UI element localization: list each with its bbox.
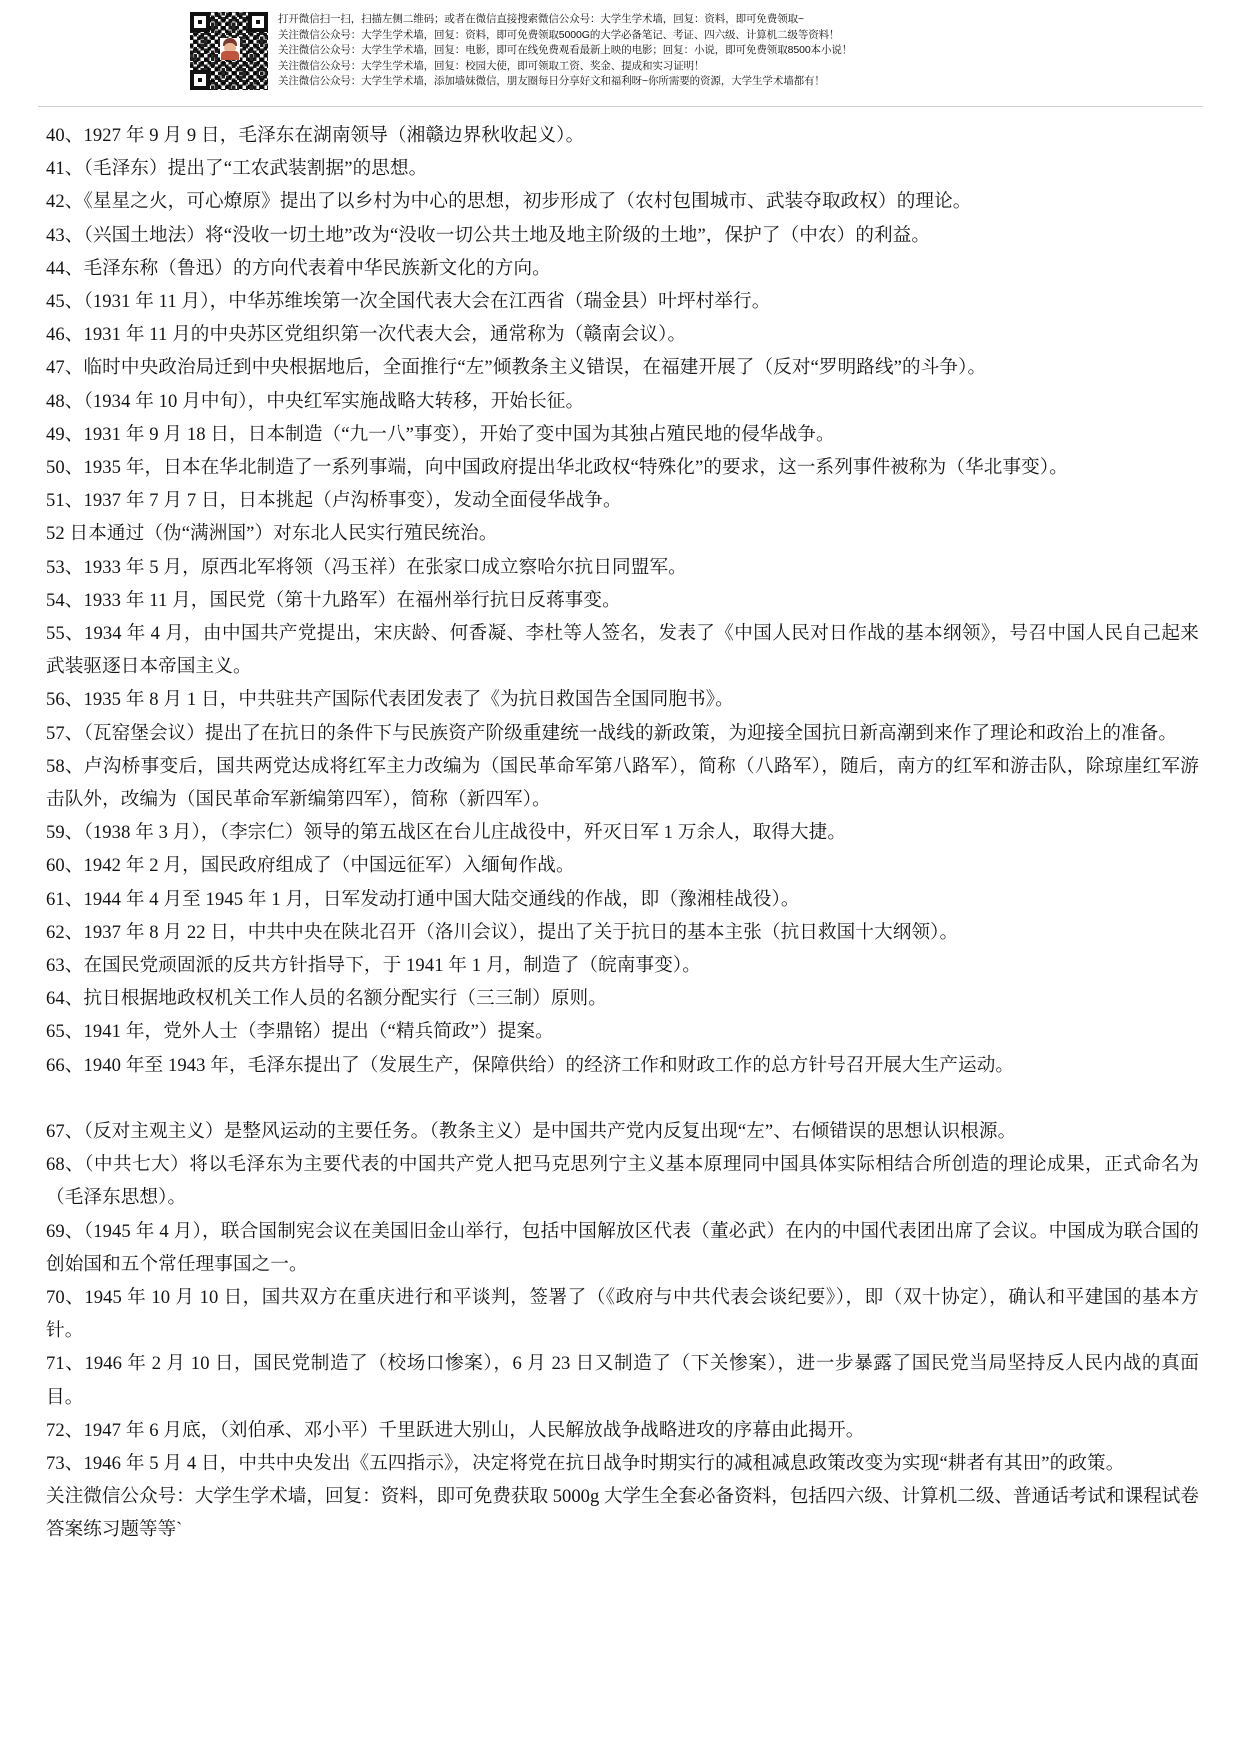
list-item: 61、1944 年 4 月至 1945 年 1 月，日军发动打通中国大陆交通线的作战，即（豫湘桂战役）。 [46, 888, 800, 910]
list-item: 42、《星星之火，可心燎原》提出了以乡村为中心的思想，初步形成了（农村包围城市、武装夺取政权）的理论。 [46, 191, 972, 213]
list-item: 45、（1931 年 11 月），中华苏维埃第一次全国代表大会在江西省（瑞金县）叶坪村举行。 [46, 291, 771, 313]
promo-banner [0, 0, 1241, 100]
list-item: 72、1947 年 6 月底，（刘伯承、邓小平）千里跃进大别山，人民解放战争战略进攻的序幕由此揭开。 [46, 1419, 865, 1441]
list-item: 44、毛泽东称（鲁迅）的方向代表着中华民族新文化的方向。 [46, 257, 551, 279]
list-item: 60、1942 年 2 月，国民政府组成了（中国远征军）入缅甸作战。 [46, 855, 575, 877]
list-item: 64、抗日根据地政权机关工作人员的名额分配实行（三三制）原则。 [46, 988, 607, 1010]
list-item: 73、1946 年 5 月 4 日，中共中央发出《五四指示》，决定将党在抗日战争时期实行的减租减息政策改变为实现“耕者有其田”的政策。 [46, 1452, 1125, 1474]
list-item: 70、1945 年 10 月 10 日，国共双方在重庆进行和平谈判，签署了（《政府与中共代表会谈纪要》），即（双十协定），确认和平建国的基本方针。 [46, 1286, 1199, 1342]
list-item: 59、（1938 年 3 月），（李宗仁）领导的第五战区在台儿庄战役中，歼灭日军 1 万余人，取得大捷。 [46, 822, 847, 844]
list-item: 53、1933 年 5 月，原西北军将领（冯玉祥）在张家口成立察哈尔抗日同盟军。 [46, 556, 687, 578]
list-item: 54、1933 年 11 月，国民党（第十九路军）在福州举行抗日反蒋事变。 [46, 589, 621, 611]
list-item: 41、（毛泽东）提出了“工农武装割据”的思想。 [46, 158, 428, 180]
promo-line: 打开微信扫一扫，扫描左侧二维码；或者在微信直接搜索微信公众号：大学生学术墙，回复：资料，即可免费领取~ [278, 13, 805, 25]
list-item: 50、1935 年，日本在华北制造了一系列事端，向中国政府提出华北政权“特殊化”的要求，这一系列事件被称为（华北事变）。 [46, 457, 1068, 479]
list-item: 49、1931 年 9 月 18 日，日本制造（“九一八”事变），开始了变中国为其独占殖民地的侵华战争。 [46, 423, 835, 445]
list-item: 65、1941 年，党外人士（李鼎铭）提出（“精兵简政”）提案。 [46, 1021, 554, 1043]
paragraph-gap [46, 1082, 1199, 1115]
promo-line: 关注微信公众号：大学生学术墙，回复：电影，即可在线免费观看最新上映的电影；回复：小说，即可免费领取8500本小说！ [278, 44, 853, 56]
question-list [0, 107, 1241, 1547]
list-item: 47、临时中央政治局迁到中央根据地后，全面推行“左”倾教条主义错误，在福建开展了（反对“罗明路线”的斗争）。 [46, 357, 987, 379]
list-item: 51、1937 年 7 月 7 日，日本挑起（卢沟桥事变），发动全面侵华战争。 [46, 490, 622, 512]
list-item: 43、（兴国土地法）将“没收一切土地”改为“没收一切公共土地及地主阶级的土地”，保护了（中农）的利益。 [46, 224, 931, 246]
footer-promo-note: 关注微信公众号：大学生学术墙，回复：资料，即可免费获取 5000g 大学生全套必备资料，包括四六级、计算机二级、普通话考试和课程试卷答案练习题等等` [46, 1486, 1199, 1541]
qr-code-icon [190, 12, 268, 90]
qr-avatar-icon [220, 38, 240, 60]
list-item: 67、（反对主观主义）是整风运动的主要任务。（教条主义）是中国共产党内反复出现“左”、右倾错误的思想认识根源。 [46, 1120, 1017, 1142]
list-item: 66、1940 年至 1943 年，毛泽东提出了（发展生产，保障供给）的经济工作和财政工作的总方针号召开展大生产运动。 [46, 1054, 1015, 1076]
list-item: 69、（1945 年 4 月），联合国制宪会议在美国旧金山举行，包括中国解放区代表（董必武）在内的中国代表团出席了会议。中国成为联合国的创始国和五个常任理事国之一。 [46, 1220, 1199, 1275]
list-item: 52 日本通过（伪“满洲国”）对东北人民实行殖民统治。 [46, 523, 498, 545]
promo-text-block [278, 12, 852, 90]
list-item: 40、1927 年 9 月 9 日，毛泽东在湖南领导（湘赣边界秋收起义）。 [46, 125, 585, 146]
list-item: 58、卢沟桥事变后，国共两党达成将红军主力改编为（国民革命军第八路军），简称（八路军），随后，南方的红军和游击队，除琼崖红军游击队外，改编为（国民革命军新编第四军），简称（新四军）。 [46, 755, 1199, 811]
list-item: 46、1931 年 11 月的中央苏区党组织第一次代表大会，通常称为（赣南会议）。 [46, 324, 687, 346]
qr-eye-bottom-left [190, 70, 210, 90]
list-item: 55、1934 年 4 月，由中国共产党提出，宋庆龄、何香凝、李杜等人签名，发表了《中国人民对日作战的基本纲领》，号召中国人民自己起来武装驱逐日本帝国主义。 [46, 623, 1199, 678]
promo-line: 关注微信公众号：大学生学术墙，回复：资料，即可免费领取5000G的大学必备笔记、考证、四六级、计算机二级等资料！ [278, 28, 840, 41]
list-item: 68、（中共七大）将以毛泽东为主要代表的中国共产党人把马克思列宁主义基本原理同中国具体实际相结合所创造的理论成果，正式命名为（毛泽东思想）。 [46, 1154, 1199, 1209]
list-item: 57、（瓦窑堡会议）提出了在抗日的条件下与民族资产阶级重建统一战线的新政策，为迎接全国抗日新高潮到来作了理论和政治上的准备。 [46, 722, 1178, 744]
list-item: 71、1946 年 2 月 10 日，国民党制造了（校场口惨案），6 月 23 日又制造了（下关惨案），进一步暴露了国民党当局坚持反人民内战的真面目。 [46, 1353, 1199, 1408]
list-item: 56、1935 年 8 月 1 日，中共驻共产国际代表团发表了《为抗日救国告全国同胞书》。 [46, 689, 734, 711]
qr-eye-top-left [190, 12, 210, 32]
promo-line: 关注微信公众号：大学生学术墙，回复：校园大使，即可领取工资、奖金、提成和实习证明！ [278, 59, 705, 72]
qr-eye-top-right [248, 12, 268, 32]
list-item: 62、1937 年 8 月 22 日，中共中央在陕北召开（洛川会议），提出了关于抗日的基本主张（抗日救国十大纲领）。 [46, 921, 959, 943]
list-item: 63、在国民党顽固派的反共方针指导下，于 1941 年 1 月，制造了（皖南事变）。 [46, 955, 701, 977]
promo-line: 关注微信公众号：大学生学术墙，添加墙妹微信，朋友圈每日分享好文和福利呀~你所需要的资源，大学生学术墙都有！ [278, 75, 825, 87]
list-item: 48、（1934 年 10 月中旬），中央红军实施战略大转移，开始长征。 [46, 390, 585, 412]
